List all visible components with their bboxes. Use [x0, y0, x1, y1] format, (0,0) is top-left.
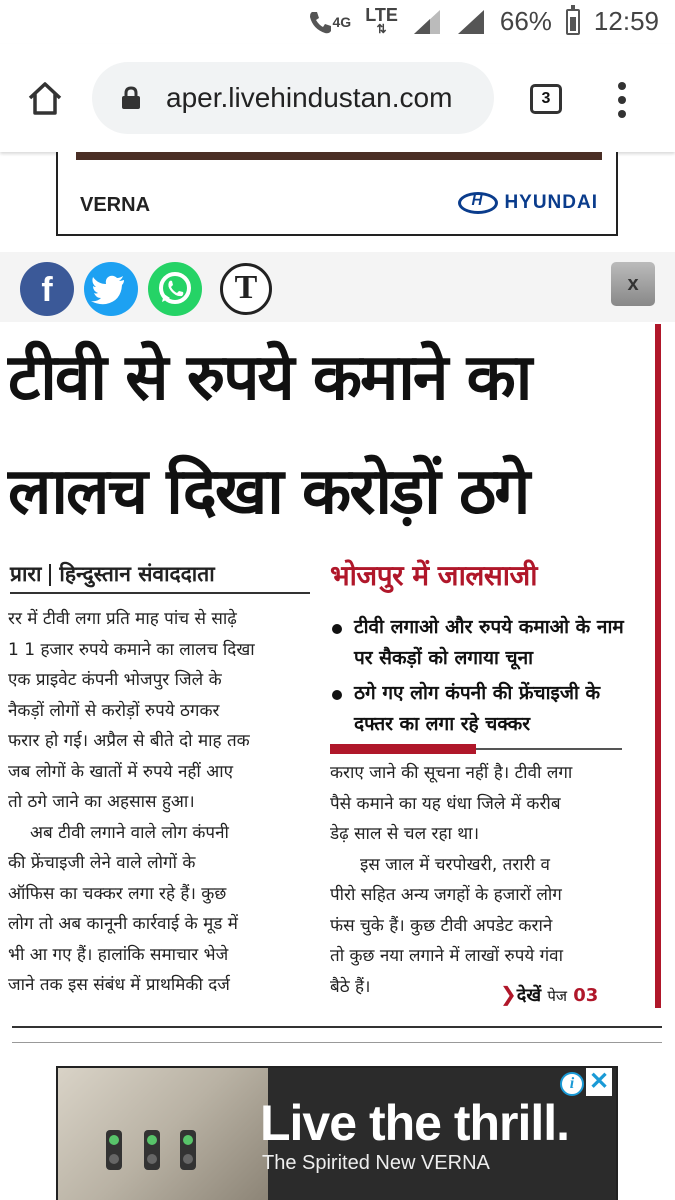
address-bar[interactable] [92, 62, 494, 134]
hyundai-logo [458, 192, 598, 214]
red-border [655, 324, 661, 1008]
paragraph-line: की फ्रेंचाइजी लेने वाले लोगों के [8, 853, 196, 873]
paragraph-line: रर में टीवी लगा प्रति माह पांच से साढ़े [8, 609, 237, 629]
divider [12, 1026, 662, 1028]
article-clipping [0, 322, 675, 1050]
continue-reference [500, 982, 598, 1007]
paragraph-line: अब टीवी लगाने वाले लोग कंपनी [30, 822, 229, 843]
list-item: टीवी लगाओ और रुपये कमाओ के नाम पर सैकड़ों को लगाया चूना [330, 612, 630, 674]
lock-icon [120, 86, 142, 110]
browser-toolbar [0, 44, 675, 152]
traffic-light-icon [180, 1130, 196, 1170]
page-number: 03 [573, 985, 599, 1006]
paragraph-line: तो कुछ नया लगाने में लाखों रुपये गंवा [330, 946, 564, 966]
see-label: देखें [516, 985, 542, 1006]
ad-info-icon[interactable]: i [560, 1072, 584, 1096]
paragraph-line: नैकड़ों लोगों से करोड़ों रुपये ठगकर [8, 700, 220, 721]
call-signal-icon [307, 9, 352, 35]
traffic-light-icon [144, 1130, 160, 1170]
traffic-light-icon [106, 1130, 122, 1170]
battery-icon [566, 9, 580, 35]
ad-image-strip [76, 152, 602, 160]
paragraph-line: फरार हो गई। अप्रैल से बीते दो माह तक [8, 731, 250, 751]
ad-close-icon[interactable]: ✕ [586, 1068, 612, 1096]
paragraph-line: पैसे कमाने का यह धंधा जिले में करीब [330, 793, 561, 814]
whatsapp-icon[interactable] [148, 262, 202, 316]
paragraph-line: पीरो सहित अन्य जगहों के हजारों लोग [330, 885, 562, 905]
paragraph-line: जब लोगों के खातों में रुपये नहीं आए [8, 761, 233, 782]
paragraph-line: डेढ़ साल से चल रहा था। [330, 824, 480, 844]
tab-switcher-icon[interactable]: 3 [530, 84, 562, 114]
ad-tagline: The Spirited New VERNA [262, 1152, 490, 1174]
paragraph-line: भी आ गए हैं। हालांकि समाचार भेजे [8, 944, 229, 965]
url-text: aper.livehindustan.com [166, 82, 453, 113]
home-icon[interactable] [26, 80, 64, 116]
paragraph-line: जाने तक इस संबंध में प्राथमिकी दर्ज [8, 975, 230, 995]
signal-icon [412, 8, 442, 36]
list-item: ठगे गए लोग कंपनी की फ्रेंचाइजी के दफ्तर का लगा रहे चक्कर [330, 678, 630, 740]
top-advertisement[interactable] [56, 152, 618, 236]
paragraph-line: इस जाल में चरपोखरी, तरारी व [360, 854, 550, 875]
paragraph-line: कराए जाने की सूचना नहीं है। टीवी लगा [330, 763, 573, 783]
signal-icon [456, 8, 486, 36]
battery-percent: 66% [499, 6, 552, 36]
divider [12, 1042, 662, 1043]
divider [10, 592, 310, 594]
arrow-right-icon: ❯ [500, 982, 517, 1006]
divider [330, 744, 476, 754]
text-tool-icon[interactable]: T [220, 263, 272, 315]
twitter-icon[interactable] [84, 262, 138, 316]
lte-indicator: LTE ⇅ [365, 4, 398, 36]
clock: 12:59 [593, 6, 659, 36]
paragraph-line: फंस चुके हैं। कुछ टीवी अपडेट कराने [330, 915, 553, 936]
divider [476, 748, 622, 750]
headline-line-1: टीवी से रुपये कमाने का [8, 341, 531, 415]
paragraph-line: ऑफिस का चक्कर लगा रहे हैं। कुछ [8, 883, 227, 904]
ad-headline: Live the thrill. [260, 1095, 570, 1151]
ad-brand-name: HYUNDAI [504, 192, 598, 213]
close-icon[interactable]: x [611, 262, 655, 306]
byline-author: हिन्दुस्तान संवाददाता [59, 562, 215, 586]
share-bar [0, 252, 675, 322]
headline-line-2: लालच दिखा करोड़ों ठगे [8, 455, 529, 529]
right-column [330, 758, 628, 1002]
byline-place: प्रारा [10, 562, 42, 586]
paragraph-line: लोग तो अब कानूनी कार्रवाई के मूड में [8, 914, 238, 934]
left-column [8, 604, 313, 1001]
status-bar [0, 0, 675, 44]
paragraph-line: तो ठगे जाने का अहसास हुआ। [8, 792, 195, 812]
page-label: पेज [547, 987, 567, 1005]
paragraph-line: एक प्राइवेट कंपनी भोजपुर जिले के [8, 670, 222, 690]
sidebar-bullets [330, 612, 630, 744]
ad-image [58, 1068, 268, 1200]
overflow-menu-icon[interactable] [616, 82, 628, 118]
byline [10, 560, 215, 588]
paragraph-line: बैठे हैं। [330, 976, 371, 997]
network-type: 4G [332, 13, 352, 30]
ad-model-name: VERNA [80, 194, 151, 216]
hyundai-emblem-icon [458, 192, 498, 214]
bottom-advertisement[interactable] [56, 1066, 618, 1200]
paragraph-line: 1 1 हजार रुपये कमाने का लालच दिखा [8, 639, 255, 660]
sidebar-heading: भोजपुर में जालसाजी [330, 559, 538, 592]
facebook-icon[interactable]: f [20, 262, 74, 316]
